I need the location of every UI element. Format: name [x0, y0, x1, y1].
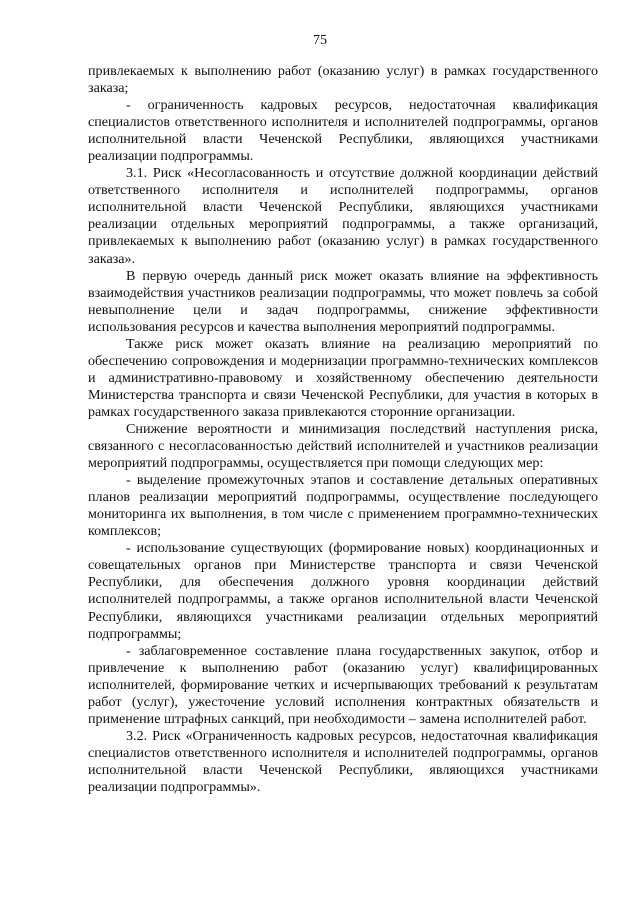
paragraph-risk-3-1: 3.1. Риск «Несогласованность и отсутствие должной координации действий ответственного исполнителя и исполнителей подпрограммы, органов исполнительной власти Чеченской Республики, являющихся участниками реализации отдельных мероприятий подпрограммы, а также организаций, привлекаемых к выполнению работ (оказанию услуг) в рамках государственного заказа».: [88, 165, 598, 267]
paragraph-mitigation-intro: Снижение вероятности и минимизация последствий наступления риска, связанного с несогласованностью действий исполнителей и участников реализации мероприятий подпрограммы, осуществляется при помощи следующих мер:: [88, 420, 598, 472]
paragraph-measure-coordination: - использование существующих (формирование новых) координационных и совещательных органов при Министерстве транспорта и связи Чеченской Республики, для обеспечения должного уровня координации действий исполнителей подпрограммы, а также органов исполнительной власти Чеченской Республики, являющихся участниками реализации отдельных мероприятий подпрограммы;: [88, 540, 598, 642]
paragraph-continuation: привлекаемых к выполнению работ (оказанию услуг) в рамках государственного заказа;: [88, 63, 598, 97]
paragraph-risk-influence: Также риск может оказать влияние на реализацию мероприятий по обеспечению сопровождения и модернизации программно-технических комплексов и административно-правовому и хозяйственному обеспечению деятельности Министерства транспорта и связи Чеченской Республики, для участия в которых в рамках государственного заказа привлекаются сторонние организации.: [88, 335, 598, 420]
paragraph-measure-procurement: - заблаговременное составление плана государственных закупок, отбор и привлечение к выполнению работ (оказанию услуг) квалифицированных исполнителей, формирование четких и исчерпывающих требований к результатам работ (услуг), ужесточение условий исполнения контрактных обязательств и применение штрафных санкций, при необходимости – замена исполнителей работ.: [88, 642, 598, 727]
paragraph-bullet-staff-limitations: - ограниченность кадровых ресурсов, недостаточная квалификация специалистов ответственного исполнителя и исполнителей подпрограммы, органов исполнительной власти Чеченской Республики, являющихся участниками реализации подпрограммы.: [88, 97, 598, 165]
document-body: [88, 63, 598, 796]
paragraph-measure-stages: - выделение промежуточных этапов и составление детальных оперативных планов реализации мероприятий подпрограммы, осуществление последующего мониторинга их выполнения, в том числе с применением программно-технических комплексов;: [88, 472, 598, 540]
paragraph-risk-3-2: 3.2. Риск «Ограниченность кадровых ресурсов, недостаточная квалификация специалистов ответственного исполнителя и исполнителей подпрограммы, органов исполнительной власти Чеченской Республики, являющихся участниками реализации подпрограммы».: [88, 727, 598, 795]
paragraph-risk-impact: В первую очередь данный риск может оказать влияние на эффективность взаимодействия участников реализации подпрограммы, что может повлечь за собой невыполнение цели и задач подпрограммы, снижение эффективности использования ресурсов и качества выполнения мероприятий подпрограммы.: [88, 267, 598, 335]
page-number: 75: [313, 33, 327, 48]
